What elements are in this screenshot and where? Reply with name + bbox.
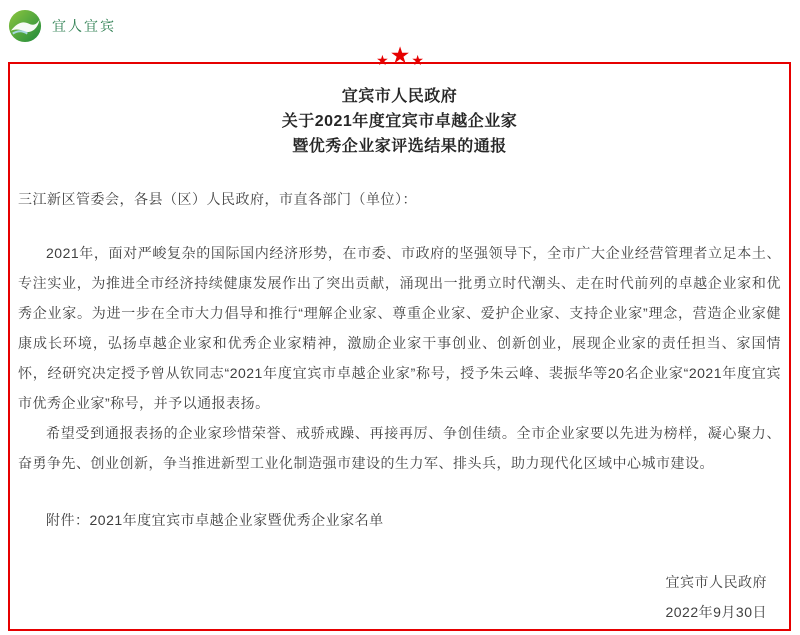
document-title (18, 84, 781, 159)
star-icon: ★ (411, 52, 424, 69)
three-stars-decoration (376, 44, 424, 67)
title-line-3: 暨优秀企业家评选结果的通报 (292, 138, 507, 155)
star-icon: ★ (389, 42, 411, 69)
title-line-1: 宜宾市人民政府 (341, 88, 458, 105)
addressee-line: 三江新区管委会，各县（区）人民政府，市直各部门（单位）： (18, 191, 417, 207)
signature-block (18, 567, 781, 627)
yibin-globe-logo-icon (8, 9, 42, 43)
body-paragraph-1: 2021年，面对严峻复杂的国际国内经济形势，在市委、市政府的坚强领导下，全市广大企业经营管理者立足本土、专注实业，为推进全市经济持续健康发展作出了突出贡献，涌现出一批勇立时代潮头、走在时代前列的卓越企业家和优秀企业家。为进一步在全市大力倡导和推行“理解企业家、尊重企业家、爱护企业家、支持企业家”理念，营造企业家健康成长环境，弘扬卓越企业家和优秀企业家精神，激励企业家干事创业、创新创业，展现企业家的责任担当、家国情怀，经研究决定授予曾从钦同志“2021年度宜宾市卓越企业家”称号，授予朱云峰、裴振华等20名企业家“2021年度宜宾市优秀企业家”称号，并予以通报表扬。 (18, 245, 781, 411)
issue-date: 2022年9月30日 (665, 604, 767, 620)
notice-document-frame (8, 62, 791, 631)
issuing-authority: 宜宾市人民政府 (665, 574, 767, 590)
title-line-2: 关于2021年度宜宾市卓越企业家 (281, 113, 518, 130)
star-icon: ★ (376, 52, 389, 69)
site-logo[interactable] (8, 9, 116, 43)
attachment-line: 附件：2021年度宜宾市卓越企业家暨优秀企业家名单 (46, 512, 384, 528)
site-logo-label: 宜人宜宾 (52, 18, 116, 34)
body-paragraph-2: 希望受到通报表扬的企业家珍惜荣誉、戒骄戒躁、再接再厉、争创佳绩。全市企业家要以先进为榜样，凝心聚力、奋勇争先、创业创新，争当推进新型工业化制造强市建设的生力军、排头兵，助力现代化区域中心城市建设。 (18, 425, 781, 471)
